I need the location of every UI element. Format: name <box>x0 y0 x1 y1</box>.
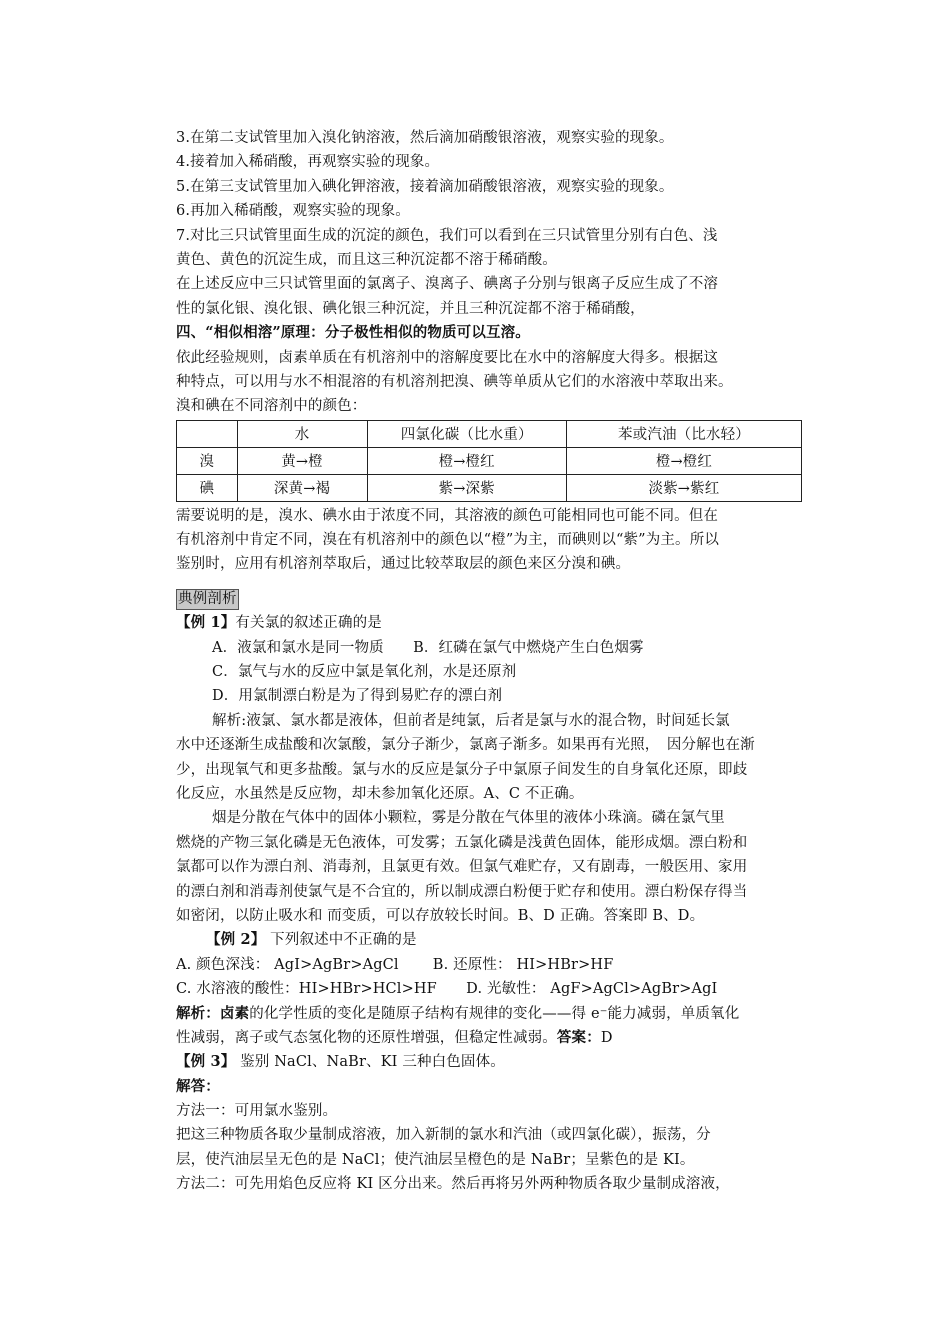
example-3-method-1-line-1: 把这三种物质各取少量制成溶液，加入新制的氯水和汽油（或四氯化碳），振荡，分 <box>176 1127 711 1144</box>
table-header-cell: 水 <box>237 420 367 447</box>
example-2-analysis-line-1 <box>176 1002 798 1026</box>
example-1-tag: 【例 1】 <box>176 614 236 632</box>
example-1-analysis2-line-4: 的漂白剂和消毒剂使氯气是不合宜的，所以制成漂白粉便于贮存和使用。漂白粉保存得当 <box>176 883 748 900</box>
step-7-line-1: 7.对比三只试管里面生成的沉淀的颜色，我们可以看到在三只试管里分别有白色、浅 <box>176 227 718 244</box>
after-table-line-3: 鉴别时，应用有机溶剂萃取后，通过比较萃取层的颜色来区分溴和碘。 <box>176 556 631 573</box>
example-1-analysis2-line-5: 如密闭，以防止吸水和 而变质，可以存放较长时间。B、D 正确。答案即 B、D。 <box>176 907 705 924</box>
example-1-analysis2-line-1: 烟是分散在气体中的固体小颗粒，雾是分散在气体里的液体小珠滴。磷在氯气里 <box>212 810 725 827</box>
example-2-analysis-text-2: 性减弱，离子或气态氢化物的还原性增强，但稳定性减弱。 <box>176 1029 557 1046</box>
example-1-analysis2-line-2: 燃烧的产物三氯化磷是无色液体，可发雾；五氯化磷是浅黄色固体，能形成烟。漂白粉和 <box>176 834 748 851</box>
example-1-options-ab: A．液氯和氯水是同一物质 B．红磷在氯气中燃烧产生白色烟雾 <box>212 639 644 656</box>
example-1-analysis-line-3: 少，出现氧气和更多盐酸。氯与水的反应是氯分子中氯原子间发生的自身氧化还原，即歧 <box>176 761 748 778</box>
example-1-analysis2-line-3: 氯都可以作为漂白剂、消毒剂，且氯更有效。但氯气难贮存，又有剧毒，一般医用、家用 <box>176 859 748 876</box>
example-3-question: 鉴别 NaCl、NaBr、KI 三种白色固体。 <box>240 1054 505 1071</box>
example-3-tag: 【例 3】 <box>176 1053 236 1071</box>
section-4-paragraph-line-1: 依此经验规则，卤素单质在有机溶剂中的溶解度要比在水中的溶解度大得多。根据这 <box>176 349 719 366</box>
step-3: 3.在第二支试管里加入溴化钠溶液，然后滴加硝酸银溶液，观察实验的现象。 <box>176 130 674 146</box>
summary-line-1: 在上述反应中三只试管里面的氯离子、溴离子、碘离子分别与银离子反应生成了不溶 <box>176 276 719 293</box>
example-2-analysis-line-2 <box>176 1026 798 1050</box>
step-6: 6.再加入稀硝酸，观察实验的现象。 <box>176 203 410 220</box>
step-5: 5.在第三支试管里加入碘化钾溶液，接着滴加硝酸银溶液，观察实验的现象。 <box>176 178 674 195</box>
section-4-heading: 四、“相似相溶”原理：分子极性相似的物质可以互溶。 <box>176 324 530 342</box>
step-4: 4.接着加入稀硝酸，再观察实验的现象。 <box>176 154 440 171</box>
examples-tag: 典例剖析 <box>176 589 239 610</box>
table-row <box>177 474 802 501</box>
example-1-question: 有关氯的叙述正确的是 <box>235 615 382 632</box>
table-cell: 淡紫→紫红 <box>566 474 801 501</box>
halogen-color-table <box>176 420 802 502</box>
table-cell: 溴 <box>177 447 238 474</box>
table-header-row <box>177 420 802 447</box>
example-2-analysis-text: 的化学性质的变化是随原子结构有规律的变化——得 e⁻能力减弱，单质氧化 <box>249 1005 740 1022</box>
example-2-tag: 【例 2】 <box>206 931 266 949</box>
example-2-answer-value: D <box>600 1029 613 1046</box>
examples-section-label <box>176 587 798 611</box>
table-cell: 橙→橙红 <box>566 447 801 474</box>
example-1-option-c: C．氯气与水的反应中氯是氧化剂，水是还原剂 <box>212 664 517 681</box>
example-2-options-cd: C. 水溶液的酸性：HI>HBr>HCl>HF D. 光敏性： AgF>AgCl>AgBr>AgI <box>176 981 718 998</box>
example-3-method-2: 方法二：可先用焰色反应将 KI 区分出来。然后再将另外两种物质各取少量制成溶液， <box>176 1176 730 1193</box>
table-header-cell: 苯或汽油（比水轻） <box>566 420 801 447</box>
example-2-question: 下列叙述中不正确的是 <box>270 932 417 949</box>
table-cell: 黄→橙 <box>237 447 367 474</box>
table-cell: 碘 <box>177 474 238 501</box>
table-caption: 溴和碘在不同溶剂中的颜色： <box>176 398 367 415</box>
example-3-method-1-line-2: 层，使汽油层呈无色的是 NaCl；使汽油层呈橙色的是 NaBr；呈紫色的是 KI。 <box>176 1151 695 1168</box>
example-2-title <box>176 928 798 952</box>
example-2-analysis-label: 解析：卤素 <box>176 1004 250 1022</box>
document-page <box>176 126 798 1197</box>
table-header-cell <box>177 420 238 447</box>
example-2-options-ab: A. 颜色深浅： AgI>AgBr>AgCl B. 还原性： HI>HBr>HF <box>176 956 614 973</box>
example-1-analysis-line-4: 化反应，水虽然是反应物，却未参加氧化还原。A、C 不正确。 <box>176 785 584 802</box>
example-3-answer-label: 解答： <box>176 1077 220 1095</box>
section-4-paragraph-line-2: 种特点，可以用与水不相混溶的有机溶剂把溴、碘等单质从它们的水溶液中萃取出来。 <box>176 373 733 390</box>
summary-line-2: 性的氯化银、溴化银、碘化银三种沉淀，并且三种沉淀都不溶于稀硝酸， <box>176 300 645 317</box>
after-table-line-1: 需要说明的是，溴水、碘水由于浓度不同，其溶液的颜色可能相同也可能不同。但在 <box>176 507 719 524</box>
table-cell: 紫→深紫 <box>367 474 566 501</box>
table-row <box>177 447 802 474</box>
after-table-line-2: 有机溶剂中肯定不同，溴在有机溶剂中的颜色以“橙”为主，而碘则以“紫”为主。所以 <box>176 532 719 549</box>
example-2-answer-label: 答案： <box>556 1028 601 1046</box>
step-7-line-2: 黄色、黄色的沉淀生成，而且这三种沉淀都不溶于稀硝酸。 <box>176 251 557 268</box>
table-header-cell: 四氯化碳（比水重） <box>367 420 566 447</box>
example-1-title <box>176 611 798 635</box>
table-cell: 橙→橙红 <box>367 447 566 474</box>
example-3-title <box>176 1050 798 1074</box>
example-1-analysis-line-1: 解析:液氯、氯水都是液体，但前者是纯氯，后者是氯与水的混合物，时间延长氯 <box>212 712 730 729</box>
example-1-option-d: D．用氯制漂白粉是为了得到易贮存的漂白剂 <box>212 688 503 705</box>
example-3-method-1: 方法一：可用氯水鉴别。 <box>176 1103 338 1120</box>
table-cell: 深黄→褐 <box>237 474 367 501</box>
example-1-analysis-line-2: 水中还逐渐生成盐酸和次氯酸，氯分子渐少，氯离子渐多。如果再有光照， 因分解也在渐 <box>176 737 755 754</box>
